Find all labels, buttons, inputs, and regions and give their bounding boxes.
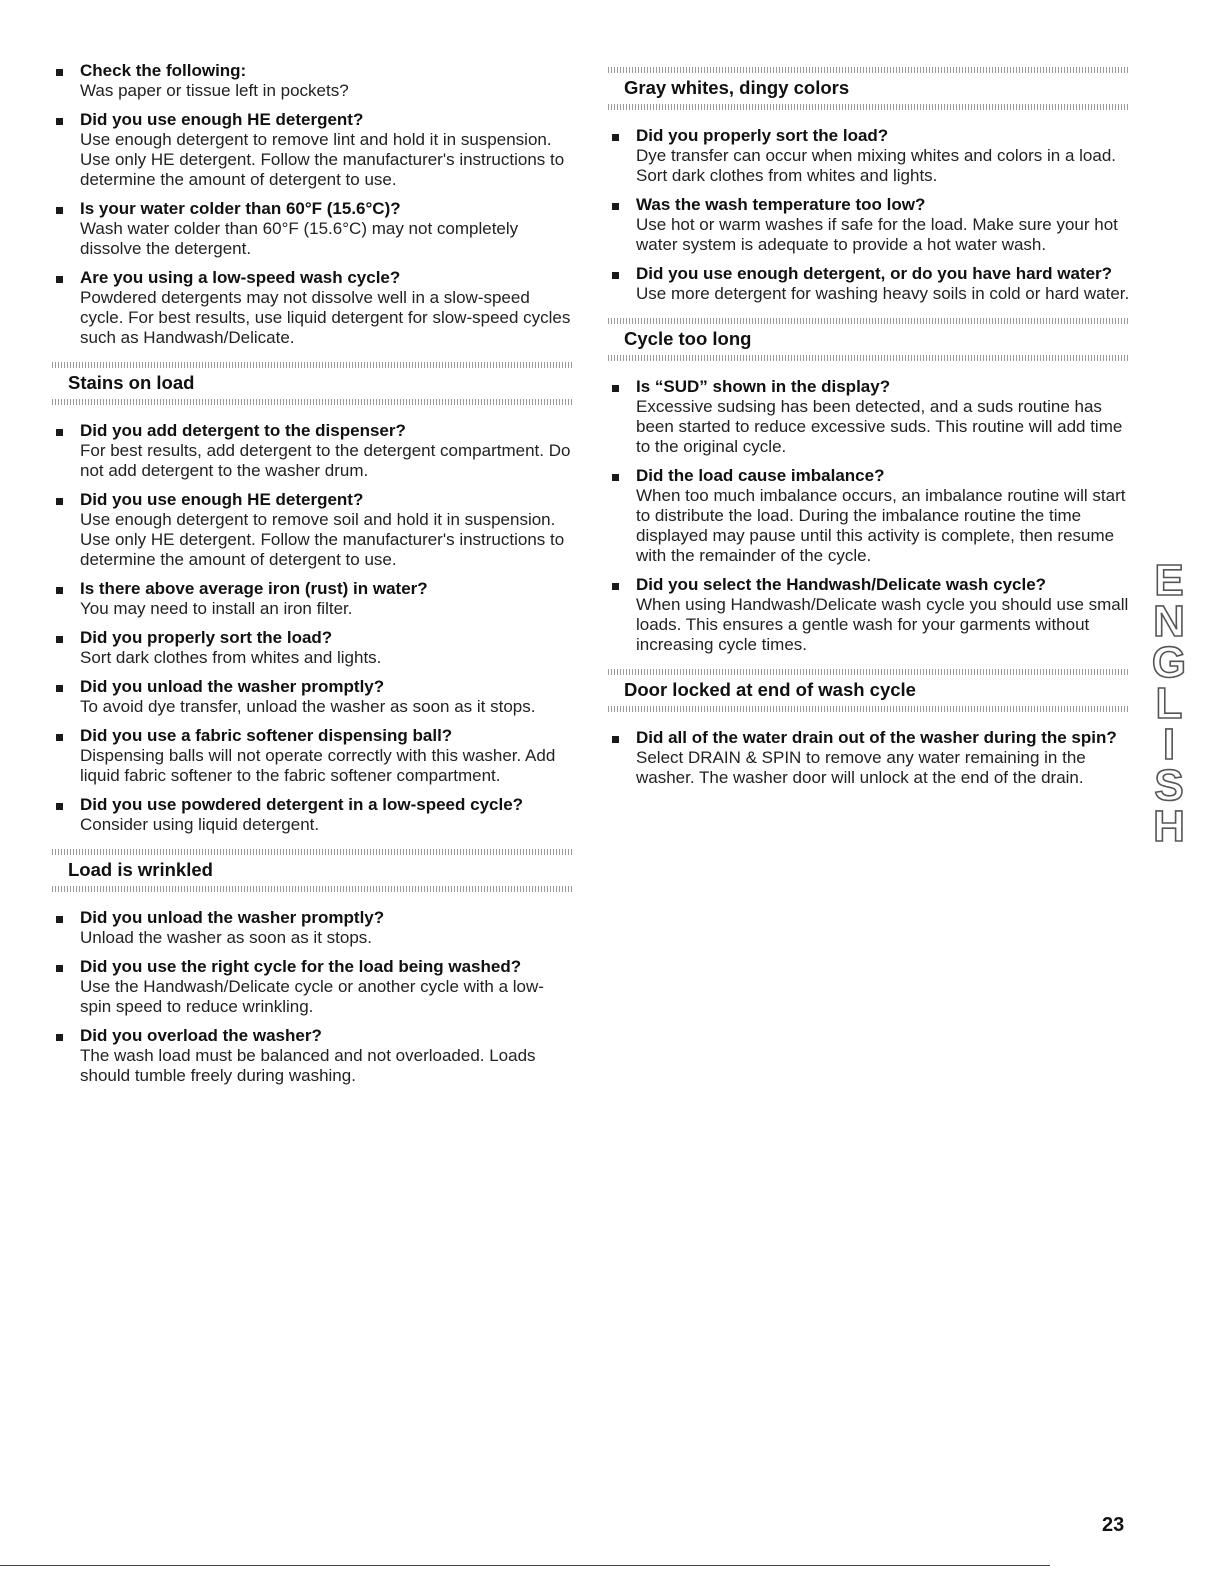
question: Did you use enough detergent, or do you have hard water? [636, 264, 1113, 283]
list-item [52, 110, 574, 190]
question: Was the wash temperature too low? [636, 195, 926, 214]
list-item [52, 1026, 574, 1086]
list-item [608, 264, 1130, 304]
answer: The wash load must be balanced and not overloaded. Loads should tumble freely during washing. [80, 1046, 536, 1085]
right-column [608, 61, 1130, 797]
answer: Use enough detergent to remove lint and hold it in suspension. Use only HE detergent. Follow the manufacturer's instructions to determine the amount of detergent to use. [80, 130, 565, 189]
bullet-icon [56, 207, 63, 214]
list-item [52, 677, 574, 717]
bullet-icon [612, 583, 619, 590]
list-item [52, 421, 574, 481]
answer: Use the Handwash/Delicate cycle or another cycle with a low-spin speed to reduce wrinkling. [80, 977, 544, 1016]
hatch-divider [52, 399, 574, 405]
bullet-icon [612, 474, 619, 481]
list-item [52, 268, 574, 348]
question: Is there above average iron (rust) in water? [80, 579, 428, 598]
question: Did you unload the washer promptly? [80, 908, 385, 927]
section-title: Stains on load [68, 372, 195, 393]
list-item [608, 575, 1130, 655]
answer: Use hot or warm washes if safe for the load. Make sure your hot water system is adequate to provide a hot water wash. [636, 215, 1118, 254]
left-column [52, 61, 574, 1095]
question: Did you properly sort the load? [636, 126, 889, 145]
list-item [52, 726, 574, 786]
list-group [52, 421, 574, 835]
language-tab-letter: H [1153, 802, 1185, 851]
answer: Unload the washer as soon as it stops. [80, 928, 372, 947]
bullet-icon [56, 118, 63, 125]
question: Did all of the water drain out of the washer during the spin? [636, 728, 1117, 747]
answer: Dispensing balls will not operate correctly with this washer. Add liquid fabric softener to the fabric softener compartment. [80, 746, 556, 785]
section-title: Cycle too long [624, 328, 752, 349]
language-tab-letter: L [1155, 679, 1183, 728]
answer: For best results, add detergent to the detergent compartment. Do not add detergent to the washer drum. [80, 441, 571, 480]
answer: Sort dark clothes from whites and lights. [80, 648, 382, 667]
question: Did you unload the washer promptly? [80, 677, 385, 696]
answer: To avoid dye transfer, unload the washer as soon as it stops. [80, 697, 536, 716]
bullet-icon [612, 272, 619, 279]
list-group [608, 377, 1130, 655]
question: Did you use the right cycle for the load being washed? [80, 957, 522, 976]
bullet-icon [56, 965, 63, 972]
list-item [608, 195, 1130, 255]
list-group [52, 908, 574, 1086]
section-title: Load is wrinkled [68, 859, 213, 880]
question: Did you properly sort the load? [80, 628, 333, 647]
list-item [52, 199, 574, 259]
question: Did you use powdered detergent in a low-speed cycle? [80, 795, 524, 814]
question: Is “SUD” shown in the display? [636, 377, 891, 396]
list-item [52, 957, 574, 1017]
answer: When using Handwash/Delicate wash cycle you should use small loads. This ensures a gentle wash for your garments without increasing cycle times. [636, 595, 1129, 654]
list-item [608, 728, 1130, 788]
question: Check the following: [80, 61, 247, 80]
bullet-icon [56, 276, 63, 283]
answer: Was paper or tissue left in pockets? [80, 81, 349, 100]
bullet-icon [612, 736, 619, 743]
language-tab-letter: N [1153, 597, 1185, 646]
answer: Use enough detergent to remove soil and hold it in suspension. Use only HE detergent. Follow the manufacturer's instructions to determine the amount of detergent to use. [80, 510, 565, 569]
bullet-icon [56, 734, 63, 741]
list-group [608, 126, 1130, 304]
section-header [52, 849, 574, 892]
section-header [608, 318, 1130, 361]
bullet-icon [612, 203, 619, 210]
answer: Select DRAIN & SPIN to remove any water remaining in the washer. The washer door will unlock at the end of the drain. [636, 748, 1086, 787]
answer: Dye transfer can occur when mixing whites and colors in a load. Sort dark clothes from whites and lights. [636, 146, 1117, 185]
answer: When too much imbalance occurs, an imbalance routine will start to distribute the load. During the imbalance routine the time displayed may pause until this activity is complete, then resume with the remainder of the cycle. [636, 486, 1126, 565]
answer: Consider using liquid detergent. [80, 815, 320, 834]
question: Did you use enough HE detergent? [80, 110, 364, 129]
question: Did you add detergent to the dispenser? [80, 421, 406, 440]
question: Did the load cause imbalance? [636, 466, 885, 485]
language-tab-letter: S [1154, 761, 1184, 810]
list-group [52, 61, 574, 348]
question: Did you overload the washer? [80, 1026, 322, 1045]
bullet-icon [612, 385, 619, 392]
question: Is your water colder than 60°F (15.6°C)? [80, 199, 401, 218]
bullet-icon [56, 498, 63, 505]
question: Did you use a fabric softener dispensing ball? [80, 726, 453, 745]
language-tab [1150, 556, 1188, 851]
bullet-icon [56, 1034, 63, 1041]
bullet-icon [56, 429, 63, 436]
question: Did you select the Handwash/Delicate wash cycle? [636, 575, 1047, 594]
section-header [608, 669, 1130, 712]
language-tab-letter: I [1162, 720, 1176, 769]
section-header [608, 67, 1130, 110]
list-item [52, 795, 574, 835]
list-item [52, 579, 574, 619]
page-number: 23 [1102, 1514, 1125, 1536]
language-tab-letter: E [1154, 556, 1184, 605]
hatch-divider [608, 706, 1130, 712]
answer: Excessive sudsing has been detected, and a suds routine has been started to reduce excessive suds. This routine will add time to the original cycle. [636, 397, 1123, 456]
bullet-icon [56, 685, 63, 692]
footer-rule [0, 1565, 1050, 1566]
answer: Use more detergent for washing heavy soils in cold or hard water. [636, 284, 1130, 303]
bullet-icon [56, 636, 63, 643]
list-item [608, 466, 1130, 566]
answer: You may need to install an iron filter. [80, 599, 353, 618]
list-item [608, 126, 1130, 186]
question: Did you use enough HE detergent? [80, 490, 364, 509]
section-header [52, 362, 574, 405]
list-item [608, 377, 1130, 457]
answer: Wash water colder than 60°F (15.6°C) may not completely dissolve the detergent. [80, 219, 519, 258]
list-group [608, 728, 1130, 788]
hatch-divider [52, 886, 574, 892]
list-item [52, 908, 574, 948]
list-item [52, 490, 574, 570]
bullet-icon [56, 803, 63, 810]
hatch-divider [608, 355, 1130, 361]
section-title: Gray whites, dingy colors [624, 77, 850, 98]
hatch-divider [608, 104, 1130, 110]
list-item [52, 61, 574, 101]
answer: Powdered detergents may not dissolve well in a slow-speed cycle. For best results, use liquid detergent for slow-speed cycles such as Handwash/Delicate. [80, 288, 571, 347]
language-tab-letter: G [1151, 638, 1187, 687]
bullet-icon [612, 134, 619, 141]
bullet-icon [56, 587, 63, 594]
bullet-icon [56, 916, 63, 923]
section-title: Door locked at end of wash cycle [624, 679, 916, 700]
list-item [52, 628, 574, 668]
bullet-icon [56, 69, 63, 76]
question: Are you using a low-speed wash cycle? [80, 268, 401, 287]
